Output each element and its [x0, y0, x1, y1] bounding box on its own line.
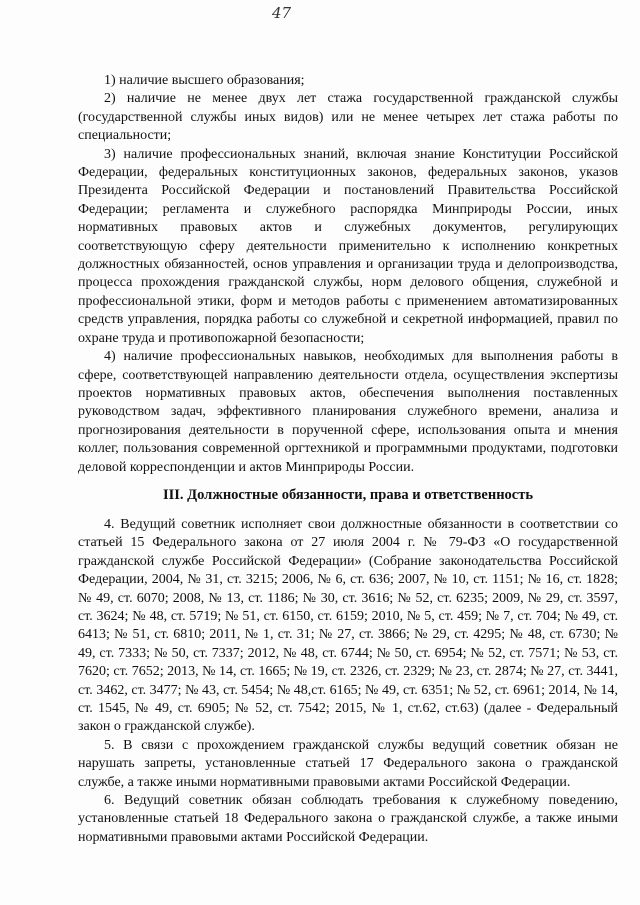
paragraph: 4) наличие профессиональных навыков, необходимых для выполнения работы в сфере, соответствующей направлению деятельности отдела, осуществления экспертизы проектов нормативных правовых актов, обеспечения выполнения поставленных руководством задач, эффективного планирования служебного времени, анализа и прогнозирования деятельности в порученной сфере, использования опыта и мнения коллег, пользования современной оргтехникой и программными продуктами, подготовки деловой корреспонденции и актов Минприроды России.	[78, 349, 618, 475]
document-body	[78, 72, 618, 847]
paragraph: 2) наличие не менее двух лет стажа государственной гражданской службы (государственной службы иных видов) или не менее четырех лет стажа работы по специальности;	[78, 91, 618, 144]
paragraph: 5. В связи с прохождением гражданской службы ведущий советник обязан не нарушать запреты, установленные статьей 17 Федерального закона о гражданской службе, а также иными нормативными правовыми актами Российской Федерации.	[78, 737, 618, 790]
paragraph: 3) наличие профессиональных знаний, включая знание Конституции Российской Федерации, федеральных конституционных законов, федеральных законов, указов Президента Российской Федерации и постановлений Правительства Российской Федерации; регламента и служебного распорядка Минприроды России, иных нормативных правовых актов и служебных документов, регулирующих соответствующую сферу деятельности применительно к исполнению конкретных должностных обязанностей, основ управления и организации труда и делопроизводства, процесса прохождения гражданской службы, норм делового общения, служебной и профессиональной этики, форм и методов работы с применением автоматизированных средств управления, порядка работы со служебной и секретной информацией, правил по охране труда и противопожарной безопасности;	[78, 146, 618, 346]
page-number: 47	[272, 4, 292, 22]
paragraph: 4. Ведущий советник исполняет свои должностные обязанности в соответствии со статьей 15 Федерального закона от 27 июля 2004 г. № 79-ФЗ «О государственной гражданской службе Российской Федерации» (Собрание законодательства Российской Федерации, 2004, № 31, ст. 3215; 2006, № 6, ст. 636; 2007, № 10, ст. 1151; № 16, ст. 1828; № 49, ст. 6070; 2008, № 13, ст. 1186; № 30, ст. 3616; № 52, ст. 6235; 2009, № 29, ст. 3597, ст. 3624; № 48, ст. 5719; № 51, ст. 6150, ст. 6159; 2010, № 5, ст. 459; № 7, ст. 704; № 49, ст. 6413; № 51, ст. 6810; 2011, № 1, ст. 31; № 27, ст. 3866; № 29, ст. 4295; № 48, ст. 6730; № 49, ст. 7333; № 50, ст. 7337; 2012, № 48, ст. 6744; № 50, ст. 6954; № 52, ст. 7571; № 53, ст. 7620; ст. 7652; 2013, № 14, ст. 1665; № 19, ст. 2326, ст. 2329; № 23, ст. 2874; № 27, ст. 3441, ст. 3462, ст. 3477; № 43, ст. 5454; № 48,ст. 6165; № 49, ст. 6351; № 52, ст. 6961; 2014, № 14, ст. 1545, № 49, ст. 6905; № 52, ст. 7542; 2015, № 1, ст.62, ст.63) (далее - Федеральный закон о гражданской службе).	[78, 516, 618, 735]
paragraph: 1) наличие высшего образования;	[104, 73, 305, 88]
section-heading: III. Должностные обязанности, права и ответственность	[162, 486, 534, 503]
paragraph: 6. Ведущий советник обязан соблюдать требования к служебному поведению, установленные статьей 18 Федерального закона о гражданской службе, а также иными нормативными правовыми актами Российской Федерации.	[78, 793, 618, 845]
